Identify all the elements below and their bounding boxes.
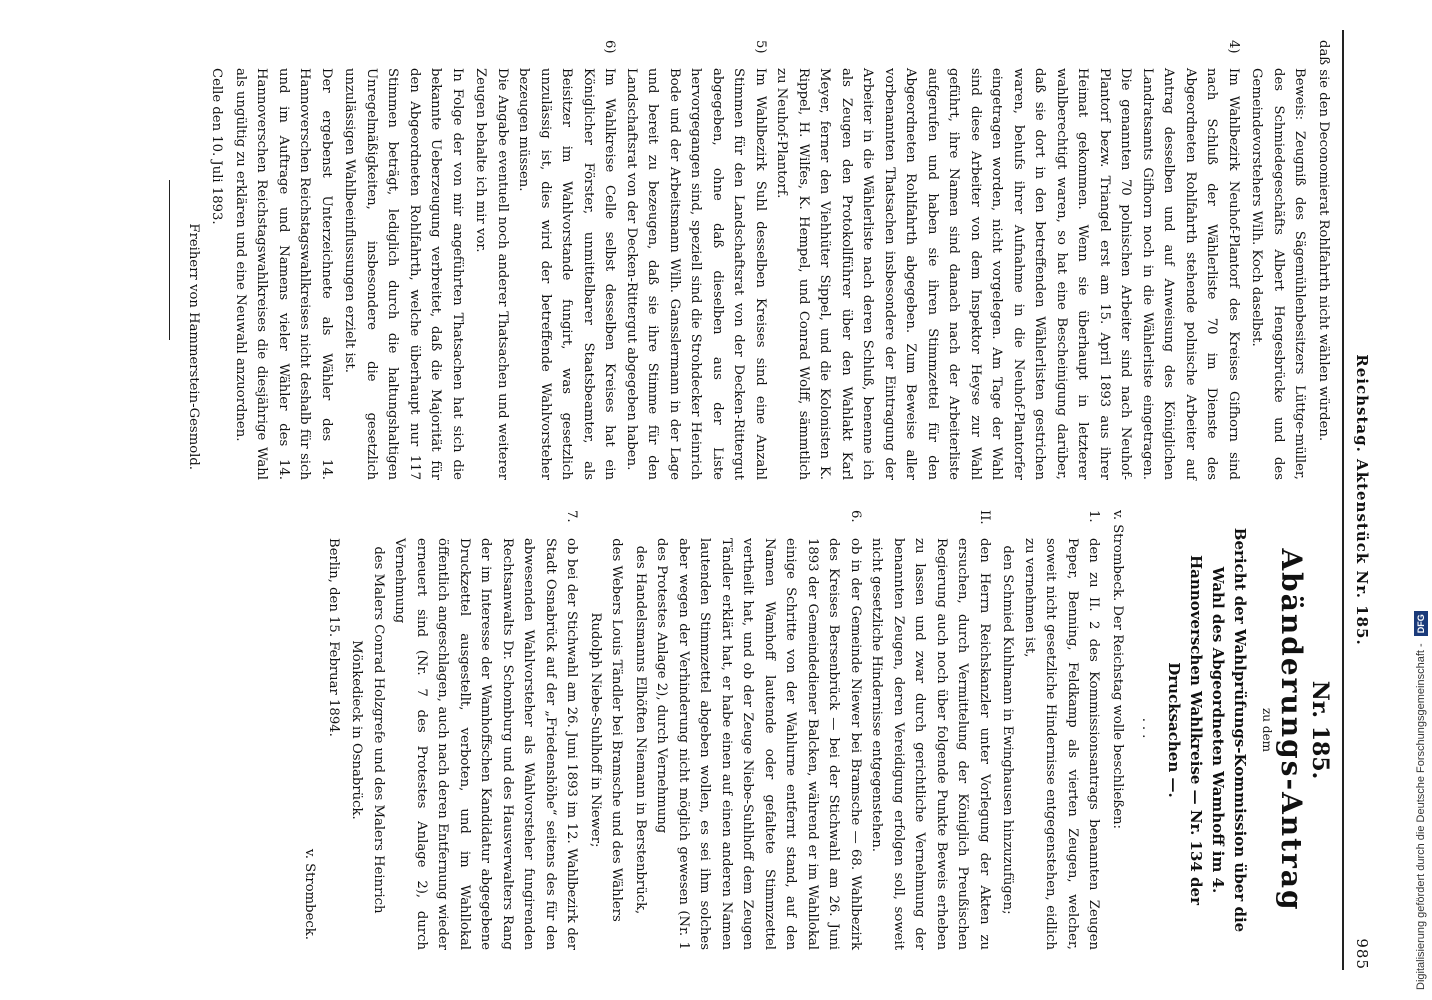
document-title: Abänderungs-Antrag <box>1275 548 1309 912</box>
signature: Freiherr von Hammerstein-Gesmold. <box>186 223 201 470</box>
list-item <box>513 40 621 480</box>
motion-intro: v. Strombeck. Der Reichstag wolle beschließen: <box>1110 510 1125 829</box>
paragraph: Der ergebenst Unterzeichnete als Wähler des 14. Hannoverschen Reichstagswahlkreises nicht deshalb für sich und im Auftrage und Namens vieler Wähler des 14. Hannoverschen Reichstagswahlkreises die diesjährige Wahl als ungültig zu erklären und eine Neuwahl anzuordnen. <box>233 68 334 480</box>
page-header <box>1344 30 1380 970</box>
paragraph: des Webers Louis Tändler bei Bramsche und des Wählers Rudolph Niebe-Suhlhoff in Niewer; <box>588 538 625 922</box>
place-date: Celle den 10. Juli 1893. <box>209 68 225 225</box>
list-item <box>389 510 583 950</box>
list-item <box>651 510 866 950</box>
paragraph: daß sie den Deconomierat Rohlfahrth nicht wählen würden. <box>1316 40 1331 442</box>
funding-credit <box>1410 0 1432 1000</box>
divider <box>170 180 171 340</box>
page-number: 985 <box>1353 938 1371 970</box>
item-text: Im Wahlbezirk Neuhof-Plantorf des Kreises Gifhorn sind nach Schluß der Wählerliste 70 im Dienste des Abgeordneten Rohlfahrth stehende polnische Arbeiter auf Antrag desselben und auf Anweisung des Königlichen Landratsamts Gifhorn noch in die Wählerliste eingetragen. Die genannten 70 polnischen Arbeiter sind nach Neuhof-Plantorf bezw. Triangel erst am 15. April 1893 aus ihrer Heimat gekommen. Wenn sie überhaupt in letzterer wahlberechtigt waren, so hat eine Bescheinigung darüber, daß sie dort in den betreffenden Wählerlisten gestrichen waren, behufs ihrer Aufnahme in die Neuhof-Plantorfer eingetragen worden, nicht vorgelegen. Am Tage der Wahl sind diese Arbeiter von dem Inspektor Heyse zur Wahl geführt, ihre Namen sind danach nach der Arbeiterliste aufgerufen und haben sie ihren Stimmzettel für den Abgeordneten Rohlfahrth abgegeben. Zum Beweise aller vorbenannten Thatsachen insbesondere der Eintragung der Arbeiter in die Wählerliste nach deren Schluß, benenne ich als Zeugen den Protokollführer über den Wahlakt Karl Meyer, ferner den Viehhüter Sippel, und die Kolonisten K. Rippel, H. Wilfes, K. Hempel, und Conrad Wolff, sämmtlich zu Neuhof-Plantorf. <box>774 68 1241 480</box>
item-number: 1. <box>1086 510 1102 523</box>
item-text: ob in der Gemeinde Niewer bei Bramsche — 68. Wahlbezirk des Kreises Bersenbrück — bei der Stichwahl am 26. Juni 1893 der Gemeindediener Balcken, während er im Wahllokal einige Schritte von der Wahlurne entfernt stand, auf den Namen Wamhoff lautende oder gefaltete Stimmzettel vertheilt hat, und ob der Zeuge Niebe-Suhlhoff dem Zeugen Tändler erklärt hat, er habe einen auf einen anderen Namen lautenden Stimmzettel abgeben wollen, es sei ihm solches aber wegen der Verhinderung nicht möglich gewesen (Nr. 1 des Protestes Anlage 2), durch Vernehmung <box>654 538 863 950</box>
list-item <box>771 40 1244 480</box>
item-text: Im Wahlbezirk Suhl desselben Kreises sind eine Anzahl Stimmen für den Landschaftsrat von der Decken-Rittergut abgegeben, ohne daß dieselben aus der Liste hervorgegangen sind, speziell sind die Strohdecker Heinrich Bode und der Arbeitsmann Wilh. Gansslermann in der Lage und bereit zu bezeugen, daß sie ihre Stimme für den Landschaftsrat von der Decken-Rittergut abgegeben haben. <box>624 68 768 480</box>
item-number: 7. <box>564 510 580 523</box>
item-text: ob bei der Stichwahl am 26. Juni 1893 im 12. Wahlbezirk der Stadt Osnabrück auf der „Friedenshöhe“ seitens des für den abwesenden Wahlvorsteher als Wahlvorsteher fungirenden Rechtsanwalts Dr. Schomburg und des Hausverwalters Rang der im Interesse der Wamhoffschen Kandidatur abgegebene Druckzettel ausgestellt, verboten, und im Wahllokal öffentlich angeschlagen, auch nach deren Entfernung wieder erneuert sind (Nr. 7 des Protestes Anlage 2), durch Vernehmung <box>392 538 580 950</box>
item-text: den zu II. 2 des Kommissionsantrags benannten Zeugen Peper, Benning, Feldkamp als vierten Zeugen, welcher, soweit nicht gesetzliche Hindernisse entgegenstehen, eidlich zu vernehmen ist, <box>1022 538 1102 950</box>
paragraph: den Schmied Kuhlmann in Ewinghausen hinzuzufügen; <box>1000 545 1016 915</box>
document-number: Nr. 185. <box>1307 680 1333 780</box>
header-title: Reichstag. Aktenstück Nr. 185. <box>1353 354 1371 646</box>
paragraph: Die Angabe eventuell noch anderer Thatsachen und weiterer Zeugen behalte ich mir vor. <box>473 68 510 480</box>
zu-dem: zu dem <box>1260 707 1274 753</box>
list-item <box>866 510 995 950</box>
paragraph: In Folge der von mir angeführten Thatsachen hat sich die bekannte Ueberzeugung verbreitet, daß die Majorität für den Abgeordneten Rohlfahrth, welche überhaupt nur 117 Stimmen beträgt, lediglich durch die haltungshaltigen Unregelmäßigkeiten, insbesondere die gesetzlich unzulässigen Wahlbeeinflussungen erzielt ist. <box>342 68 465 480</box>
dfg-logo: DFG <box>1414 611 1428 636</box>
item-text: Im Wahlkreise Celle selbst desselben Kreises hat ein Königlicher Förster, unmittelbarer Staatsbeamter, als Beisitzer im Wahlvorstande fungirt, was gesetzlich unzulässig ist, dies wird der betreffende Wahlvorsteher bezeugen müssen. <box>516 68 618 480</box>
signature: v. Strombeck. <box>302 848 318 940</box>
paragraph: des Malers Conrad Holzgrefe und des Malers Heinrich Mönkedieck in Osnabrück. <box>349 546 386 914</box>
item-number: 6. <box>848 510 863 523</box>
item-number: 6) <box>602 40 618 54</box>
left-column <box>158 40 1335 480</box>
evidence-note: Beweis: Zeugniß des Sägemühlenbesitzers Lüttge-müller, des Schmiedegeschäfts Albert Hengesbrücke und des Gemeindevorstehers Wilh. Koch daselbst. <box>1249 68 1308 480</box>
funding-credit-text <box>1410 0 1432 1000</box>
subtitle: Bericht der Wahlprüfungs-Kommission über die Wahl des Abgeordneten Wamhoff im 4. Hannoverschen Wahlkreise — Nr. 134 der Drucksachen —. <box>1165 527 1250 933</box>
header-rule <box>1342 30 1344 970</box>
paragraph: des Handelsmanns Elhöften Niemann in Berstenbrück, <box>633 545 648 915</box>
item-text: den Herrn Reichskanzler unter Vorlegung der Akten zu ersuchen, durch Vermittelung der Königlich Preußischen Regierung auch noch über folgende Punkte Beweis erheben zu lassen und zwar durch gerichtliche Vernehmung der benannten Zeugen, deren Vereidigung erfolgen soll, soweit nicht gesetzliche Hindernisse entgegenstehen. <box>869 538 992 950</box>
item-number: 5) <box>753 40 768 54</box>
separator-dots: ... <box>1139 717 1155 743</box>
place-date: Berlin, den 15. Februar 1894. <box>326 538 341 737</box>
item-number: 4) <box>1226 40 1241 54</box>
item-number: II. <box>977 510 992 525</box>
list-item <box>621 40 772 480</box>
right-column <box>297 510 1334 950</box>
credit-text: Digitalisierung gefördert durch die Deutsche Forschungsgemeinschaft - <box>1415 643 1427 990</box>
list-item <box>1019 510 1105 950</box>
